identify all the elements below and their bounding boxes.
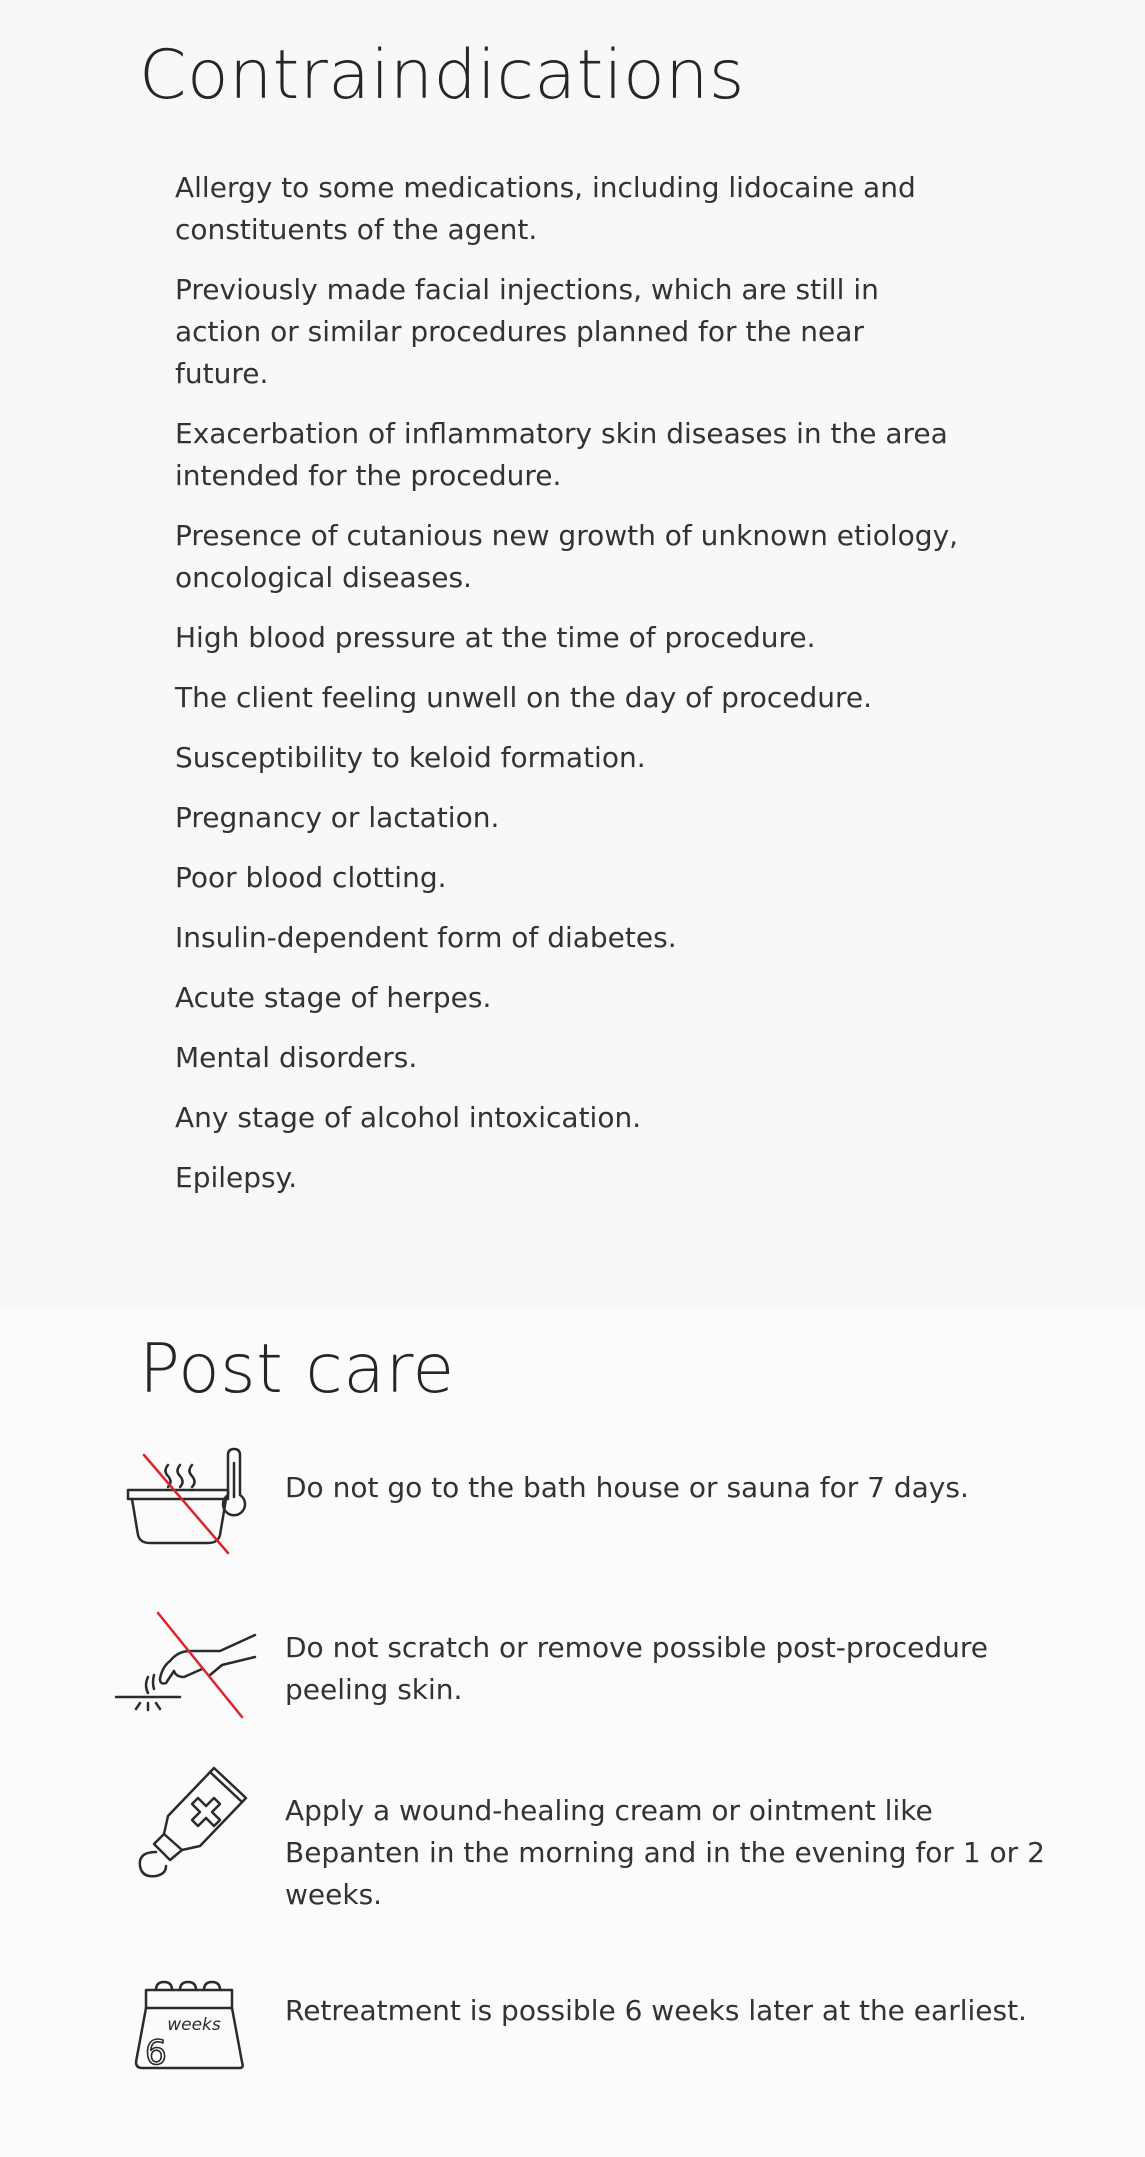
post-care-text: Do not go to the bath house or sauna for 7 days. [285, 1471, 969, 1504]
list-item: Any stage of alcohol intoxication. [175, 1101, 642, 1134]
list-item: Allergy to some medications, including lidocaine and constituents of the agent. [175, 171, 916, 246]
list-item: Susceptibility to keloid formation. [175, 741, 646, 774]
post-care-item-ointment [110, 1760, 1045, 1911]
list-item: Pregnancy or lactation. [175, 801, 500, 834]
post-care-text: Apply a wound-healing cream or ointment like Bepanten in the morning and in the evening for 1 or 2 weeks. [285, 1794, 1045, 1911]
post-care-item-retreatment [110, 1980, 1027, 2090]
calendar-number: 6 [145, 2033, 167, 2073]
post-care-text: Do not scratch or remove possible post-procedure peeling skin. [285, 1631, 988, 1706]
list-item: Epilepsy. [175, 1161, 298, 1194]
post-care-title: Post care [139, 1330, 455, 1409]
list-item: Previously made facial injections, which are still in action or similar procedures planned for the near future. [175, 273, 879, 390]
list-item: Mental disorders. [175, 1041, 418, 1074]
contraindications-list [175, 167, 965, 1217]
post-care-text: Retreatment is possible 6 weeks later at the earliest. [285, 1994, 1027, 2027]
calendar-weeks-label: weeks [167, 2015, 221, 2035]
list-item: The client feeling unwell on the day of procedure. [175, 681, 873, 714]
list-item: Exacerbation of inflammatory skin diseases in the area intended for the procedure. [175, 417, 948, 492]
ointment-tube-icon [110, 1760, 260, 1880]
list-item: Insulin-dependent form of diabetes. [175, 921, 677, 954]
list-item: Acute stage of herpes. [175, 981, 492, 1014]
no-sauna-icon [110, 1445, 260, 1565]
list-item: Presence of cutanious new growth of unknown etiology, oncological diseases. [175, 519, 959, 594]
list-item: High blood pressure at the time of procedure. [175, 621, 816, 654]
no-scratch-icon [110, 1605, 260, 1725]
list-item: Poor blood clotting. [175, 861, 447, 894]
post-care-item-sauna [110, 1445, 1010, 1575]
contraindications-title: Contraindications [139, 36, 745, 115]
calendar-6-weeks-icon [110, 1980, 260, 2100]
post-care-item-scratch [110, 1605, 1010, 1735]
